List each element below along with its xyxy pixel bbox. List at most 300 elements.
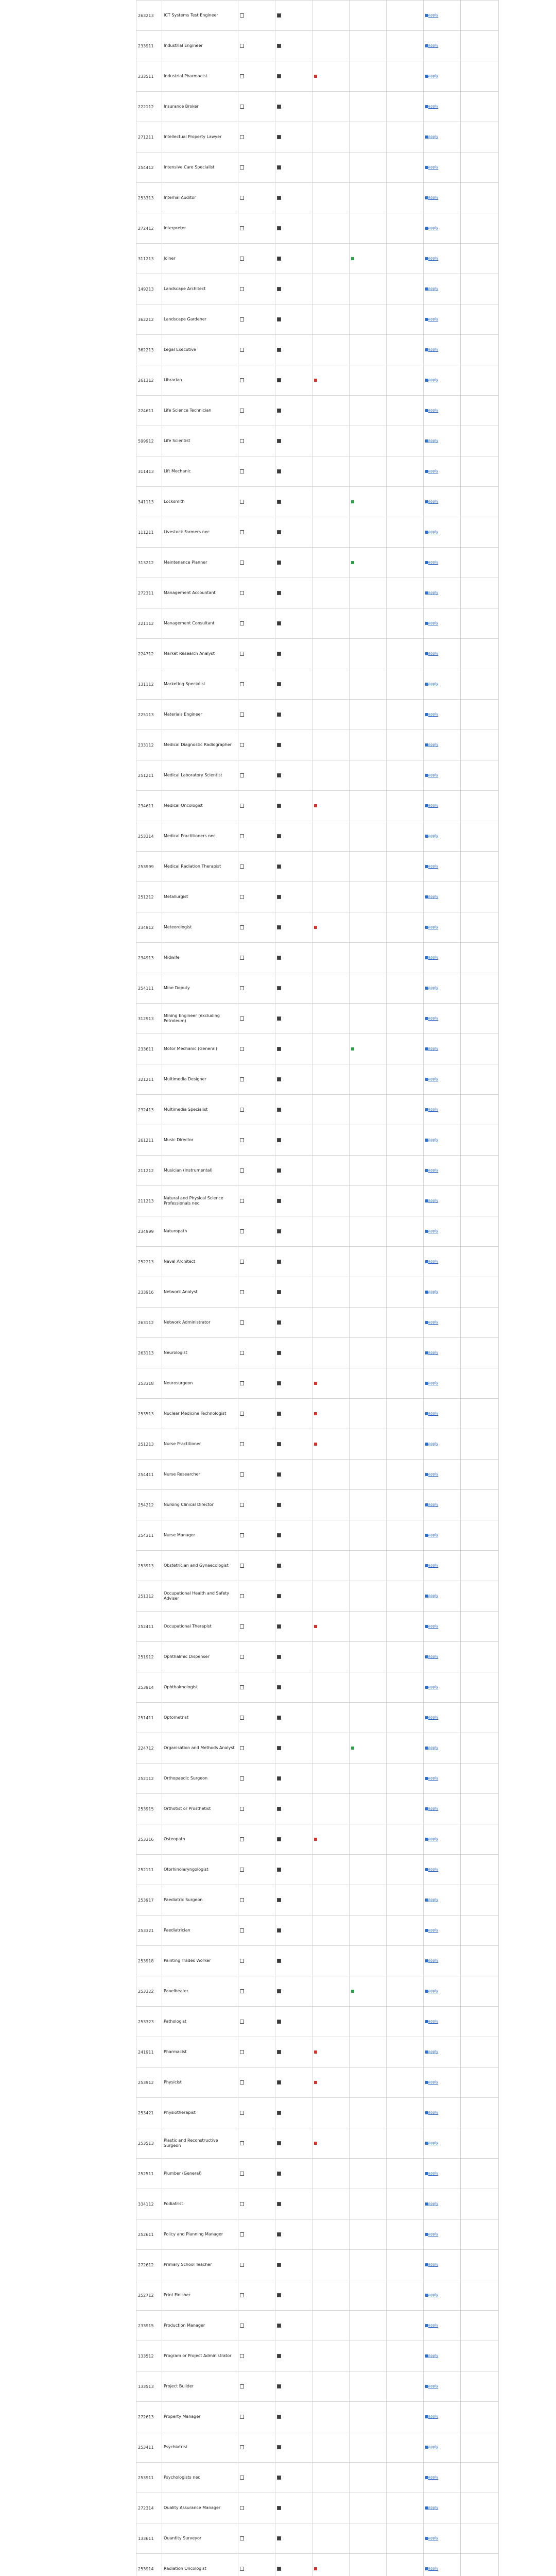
occupation-code: 224712 <box>136 1733 162 1764</box>
apply-link[interactable]: apply <box>428 1867 439 1872</box>
checkbox-icon[interactable] <box>240 561 244 565</box>
apply-link[interactable]: apply <box>428 1077 439 1081</box>
list-cell-4 <box>350 2007 387 2037</box>
checkbox-icon[interactable] <box>240 1138 244 1142</box>
checkbox-icon[interactable] <box>277 135 281 139</box>
apply-link[interactable]: apply <box>428 195 439 200</box>
checkbox-icon[interactable] <box>240 652 244 656</box>
checkbox-icon[interactable] <box>240 2141 244 2145</box>
checkbox-icon[interactable] <box>240 1837 244 1841</box>
checkbox-icon[interactable] <box>240 1381 244 1385</box>
checkbox-icon[interactable] <box>240 743 244 747</box>
apply-link[interactable]: apply <box>428 1897 439 1902</box>
checkbox-icon[interactable] <box>277 1837 281 1841</box>
checkbox-icon[interactable] <box>277 895 281 899</box>
table-row <box>136 2219 499 2250</box>
apply-link[interactable]: apply <box>428 1533 439 1537</box>
apply-link[interactable]: apply <box>428 2323 439 2328</box>
table-row <box>136 1916 499 1946</box>
checkbox-icon[interactable] <box>240 1016 244 1021</box>
checkbox-icon[interactable] <box>277 834 281 838</box>
checkbox-icon[interactable] <box>240 74 244 78</box>
checkbox-icon[interactable] <box>277 1351 281 1355</box>
checkbox-icon[interactable] <box>277 2263 281 2267</box>
apply-link[interactable]: apply <box>428 74 439 78</box>
list-cell-5 <box>387 548 424 578</box>
checkbox-icon[interactable] <box>240 2415 244 2419</box>
list-cell-6 <box>424 92 461 122</box>
checkbox-icon[interactable] <box>240 1898 244 1902</box>
checkbox-icon[interactable] <box>240 2567 244 2571</box>
checkbox-icon[interactable] <box>277 1868 281 1872</box>
apply-link[interactable]: apply <box>428 2201 439 2206</box>
checkbox-icon[interactable] <box>277 105 281 109</box>
checkbox-icon[interactable] <box>240 2445 244 2449</box>
checkbox-icon[interactable] <box>240 1807 244 1811</box>
checkbox-icon[interactable] <box>240 1685 244 1689</box>
checkbox-icon[interactable] <box>277 44 281 48</box>
checkbox-icon[interactable] <box>277 1320 281 1325</box>
checkbox-icon[interactable] <box>277 1594 281 1598</box>
checkbox-icon[interactable] <box>277 2202 281 2206</box>
checkbox-icon[interactable] <box>277 1168 281 1173</box>
checkbox-icon[interactable] <box>240 1716 244 1720</box>
list-cell-2 <box>275 2280 312 2311</box>
checkbox-icon[interactable] <box>240 2384 244 2388</box>
apply-link[interactable]: apply <box>428 803 439 808</box>
apply-link[interactable]: apply <box>428 651 439 656</box>
checkbox-icon[interactable] <box>240 1989 244 1993</box>
checkbox-icon[interactable] <box>240 1108 244 1112</box>
list-cell-4 <box>350 1976 387 2007</box>
table-row <box>136 2493 499 2523</box>
checkbox-icon[interactable] <box>277 1898 281 1902</box>
apply-link[interactable]: apply <box>428 1320 439 1325</box>
checkbox-icon[interactable] <box>277 13 281 18</box>
occupation-code: 271211 <box>136 122 162 152</box>
apply-link[interactable]: apply <box>428 226 439 230</box>
checkbox-icon[interactable] <box>277 530 281 534</box>
checkbox-icon[interactable] <box>240 956 244 960</box>
occupation-title: Psychologists nec <box>162 2463 238 2493</box>
checkbox-icon[interactable] <box>277 1047 281 1051</box>
checkbox-icon[interactable] <box>240 2172 244 2176</box>
checkbox-icon[interactable] <box>277 2080 281 2084</box>
apply-link[interactable]: apply <box>428 1624 439 1629</box>
apply-link[interactable]: apply <box>428 1958 439 1963</box>
checkbox-icon[interactable] <box>277 2324 281 2328</box>
apply-link[interactable]: apply <box>428 165 439 170</box>
checkbox-icon[interactable] <box>277 2050 281 2054</box>
apply-link[interactable]: apply <box>428 1502 439 1507</box>
apply-link[interactable]: apply <box>428 2080 439 2084</box>
checkbox-icon[interactable] <box>277 1077 281 1081</box>
apply-link[interactable]: apply <box>428 1989 439 1993</box>
checkbox-icon[interactable] <box>277 652 281 656</box>
checkbox-icon[interactable] <box>240 925 244 929</box>
checkbox-icon[interactable] <box>240 1746 244 1750</box>
checkbox-icon[interactable] <box>240 1412 244 1416</box>
apply-link[interactable]: apply <box>428 2505 439 2510</box>
apply-link[interactable]: apply <box>428 2475 439 2480</box>
list-cell-1 <box>238 1946 275 1976</box>
checkbox-icon[interactable] <box>240 773 244 777</box>
apply-link[interactable]: apply <box>428 1229 439 1233</box>
apply-link[interactable]: apply <box>428 682 439 686</box>
checkbox-icon[interactable] <box>240 500 244 504</box>
apply-link[interactable]: apply <box>428 894 439 899</box>
checkbox-icon[interactable] <box>277 1290 281 1294</box>
checkbox-icon[interactable] <box>277 621 281 625</box>
list-cell-4 <box>350 791 387 821</box>
checkbox-icon[interactable] <box>277 2111 281 2115</box>
apply-link[interactable]: apply <box>428 1107 439 1112</box>
apply-link[interactable]: apply <box>428 1837 439 1841</box>
checkbox-icon[interactable] <box>277 1716 281 1720</box>
checkbox-icon[interactable] <box>277 561 281 565</box>
checkbox-icon[interactable] <box>240 621 244 625</box>
list-cell-3 <box>312 2432 350 2463</box>
checkbox-icon[interactable] <box>240 2111 244 2115</box>
apply-link[interactable]: apply <box>428 408 439 413</box>
checkbox-icon[interactable] <box>277 196 281 200</box>
apply-link[interactable]: apply <box>428 2141 439 2145</box>
checkbox-icon[interactable] <box>240 1260 244 1264</box>
list-cell-3 <box>312 61 350 92</box>
list-cell-3 <box>312 244 350 274</box>
checkbox-icon[interactable] <box>240 865 244 869</box>
checkbox-icon[interactable] <box>277 682 281 686</box>
checkbox-icon[interactable] <box>240 530 244 534</box>
checkbox-icon[interactable] <box>240 105 244 109</box>
checkbox-icon[interactable] <box>240 713 244 717</box>
apply-link[interactable]: apply <box>428 1411 439 1416</box>
checkbox-icon[interactable] <box>277 1807 281 1811</box>
checkbox-icon[interactable] <box>277 2172 281 2176</box>
checkbox-icon[interactable] <box>277 2476 281 2480</box>
checkbox-icon[interactable] <box>277 257 281 261</box>
checkbox-icon[interactable] <box>277 804 281 808</box>
checkbox-icon[interactable] <box>240 682 244 686</box>
apply-link[interactable]: apply <box>428 438 439 443</box>
list-cell-2 <box>275 183 312 213</box>
row-end-cell <box>461 669 499 700</box>
checkbox-icon[interactable] <box>240 2324 244 2328</box>
list-cell-2 <box>275 578 312 608</box>
checkbox-icon[interactable] <box>277 378 281 382</box>
apply-link[interactable]: apply <box>428 1472 439 1477</box>
apply-link[interactable]: apply <box>428 1350 439 1355</box>
apply-link[interactable]: apply <box>428 256 439 261</box>
checkbox-icon[interactable] <box>277 317 281 321</box>
checkbox-icon[interactable] <box>277 2232 281 2236</box>
checkbox-icon[interactable] <box>240 1594 244 1598</box>
checkbox-icon[interactable] <box>277 1959 281 1963</box>
occupation-title: Property Manager <box>162 2402 238 2432</box>
checkbox-icon[interactable] <box>240 2020 244 2024</box>
apply-link[interactable]: apply <box>428 1928 439 1933</box>
checkbox-icon[interactable] <box>277 773 281 777</box>
apply-link[interactable]: apply <box>428 864 439 869</box>
apply-link[interactable]: apply <box>428 2293 439 2297</box>
checkbox-icon[interactable] <box>240 1928 244 1933</box>
apply-link[interactable]: apply <box>428 43 439 48</box>
checkbox-icon[interactable] <box>240 1077 244 1081</box>
checkbox-icon[interactable] <box>240 317 244 321</box>
checkbox-icon[interactable] <box>240 1351 244 1355</box>
apply-link[interactable]: apply <box>428 1290 439 1294</box>
checkbox-icon[interactable] <box>277 986 281 990</box>
checkbox-icon[interactable] <box>240 1472 244 1477</box>
checkbox-icon[interactable] <box>277 713 281 717</box>
checkbox-icon[interactable] <box>240 196 244 200</box>
occupation-code: 253421 <box>136 2098 162 2128</box>
checkbox-icon[interactable] <box>240 804 244 808</box>
apply-link[interactable]: apply <box>428 469 439 473</box>
apply-link[interactable]: apply <box>428 2384 439 2388</box>
checkbox-icon[interactable] <box>240 1199 244 1203</box>
checkbox-icon[interactable] <box>277 1989 281 1993</box>
checkbox-icon[interactable] <box>277 865 281 869</box>
checkbox-icon[interactable] <box>277 1381 281 1385</box>
checkbox-icon[interactable] <box>240 13 244 18</box>
apply-link[interactable]: apply <box>428 742 439 747</box>
checkbox-icon[interactable] <box>277 1442 281 1446</box>
list-cell-4 <box>350 1764 387 1794</box>
checkbox-icon[interactable] <box>240 1168 244 1173</box>
list-cell-3 <box>312 1216 350 1247</box>
list-cell-2 <box>275 760 312 791</box>
apply-link[interactable]: apply <box>428 2049 439 2054</box>
checkbox-icon[interactable] <box>277 409 281 413</box>
row-end-cell <box>461 912 499 943</box>
checkbox-icon[interactable] <box>277 1472 281 1477</box>
table-row <box>136 1004 499 1034</box>
checkbox-icon[interactable] <box>240 2536 244 2540</box>
checkbox-icon[interactable] <box>240 409 244 413</box>
checkbox-icon[interactable] <box>277 1564 281 1568</box>
checkbox-icon[interactable] <box>277 500 281 504</box>
list-cell-6 <box>424 1946 461 1976</box>
checkbox-icon[interactable] <box>277 743 281 747</box>
list-cell-4 <box>350 1855 387 1885</box>
checkbox-icon[interactable] <box>240 2354 244 2358</box>
apply-link[interactable]: apply <box>428 347 439 352</box>
checkbox-icon[interactable] <box>240 1868 244 1872</box>
apply-link[interactable]: apply <box>428 317 439 321</box>
apply-link[interactable]: apply <box>428 1198 439 1203</box>
checkbox-icon[interactable] <box>240 1320 244 1325</box>
list-cell-5 <box>387 1855 424 1885</box>
apply-link[interactable]: apply <box>428 1138 439 1142</box>
occupation-title: Obstetrician and Gynaecologist <box>162 1551 238 1581</box>
apply-link[interactable]: apply <box>428 378 439 382</box>
occupation-rows <box>136 1 499 2576</box>
apply-link[interactable]: apply <box>428 1563 439 1568</box>
checkbox-icon[interactable] <box>240 1776 244 1781</box>
checkbox-icon[interactable] <box>240 2293 244 2297</box>
apply-link[interactable]: apply <box>428 104 439 109</box>
list-cell-5 <box>387 2311 424 2341</box>
checkbox-icon[interactable] <box>240 2202 244 2206</box>
list-cell-3 <box>312 1034 350 1064</box>
checkbox-icon[interactable] <box>240 1047 244 1051</box>
apply-link[interactable]: apply <box>428 2414 439 2419</box>
checkbox-icon[interactable] <box>277 1533 281 1537</box>
apply-link[interactable]: apply <box>428 1016 439 1021</box>
checkbox-icon[interactable] <box>240 895 244 899</box>
list-cell-4 <box>350 912 387 943</box>
checkbox-icon[interactable] <box>277 226 281 230</box>
checkbox-icon[interactable] <box>277 1928 281 1933</box>
apply-link[interactable]: apply <box>428 2019 439 2024</box>
checkbox-icon[interactable] <box>240 1503 244 1507</box>
apply-link[interactable]: apply <box>428 1594 439 1598</box>
checkbox-icon[interactable] <box>240 1290 244 1294</box>
checkbox-icon[interactable] <box>240 2263 244 2267</box>
apply-link[interactable]: apply <box>428 955 439 960</box>
checkbox-icon[interactable] <box>240 591 244 595</box>
occupation-title: Midwife <box>162 943 238 973</box>
checkbox-icon[interactable] <box>277 1776 281 1781</box>
checkbox-icon[interactable] <box>277 1108 281 1112</box>
apply-link[interactable]: apply <box>428 2566 439 2571</box>
apply-link[interactable]: apply <box>428 499 439 504</box>
checkbox-icon[interactable] <box>240 226 244 230</box>
list-cell-1 <box>238 1520 275 1551</box>
apply-link[interactable]: apply <box>428 1654 439 1659</box>
checkbox-icon[interactable] <box>277 2445 281 2449</box>
checkbox-icon[interactable] <box>240 1442 244 1446</box>
list-cell-1 <box>238 2067 275 2098</box>
list-cell-1 <box>238 396 275 426</box>
apply-link[interactable]: apply <box>428 1715 439 1720</box>
apply-link[interactable]: apply <box>428 134 439 139</box>
checkbox-icon[interactable] <box>277 2415 281 2419</box>
checkbox-icon[interactable] <box>277 1138 281 1142</box>
checkbox-icon[interactable] <box>240 1229 244 1233</box>
apply-link[interactable]: apply <box>428 530 439 534</box>
checkbox-icon[interactable] <box>277 1016 281 1021</box>
checkbox-icon[interactable] <box>277 74 281 78</box>
checkbox-icon[interactable] <box>277 1655 281 1659</box>
checkbox-icon[interactable] <box>277 2141 281 2145</box>
list-cell-6 <box>424 2280 461 2311</box>
checkbox-icon[interactable] <box>240 2232 244 2236</box>
list-cell-6 <box>424 1125 461 1156</box>
apply-link[interactable]: apply <box>428 834 439 838</box>
apply-link[interactable]: apply <box>428 590 439 595</box>
apply-link[interactable]: apply <box>428 1806 439 1811</box>
checkbox-icon[interactable] <box>240 348 244 352</box>
checkbox-icon[interactable] <box>277 2354 281 2358</box>
checkbox-icon[interactable] <box>240 2476 244 2480</box>
checkbox-icon[interactable] <box>240 1624 244 1629</box>
checkbox-icon[interactable] <box>277 469 281 473</box>
apply-link[interactable]: apply <box>428 1685 439 1689</box>
apply-link[interactable]: apply <box>428 1168 439 1173</box>
apply-link[interactable]: apply <box>428 286 439 291</box>
checkbox-icon[interactable] <box>240 257 244 261</box>
checkbox-icon[interactable] <box>240 469 244 473</box>
apply-link[interactable]: apply <box>428 13 439 18</box>
apply-link[interactable]: apply <box>428 2353 439 2358</box>
list-cell-6 <box>424 1885 461 1916</box>
occupation-code: 133611 <box>136 2523 162 2554</box>
apply-link[interactable]: apply <box>428 986 439 990</box>
checkbox-icon[interactable] <box>277 591 281 595</box>
apply-link[interactable]: apply <box>428 2232 439 2236</box>
checkbox-icon[interactable] <box>240 1533 244 1537</box>
checkbox-icon[interactable] <box>240 1655 244 1659</box>
checkbox-icon[interactable] <box>277 2536 281 2540</box>
list-cell-4 <box>350 882 387 912</box>
checkbox-icon[interactable] <box>240 439 244 443</box>
checkbox-icon[interactable] <box>277 287 281 291</box>
checkbox-icon[interactable] <box>240 986 244 990</box>
checkbox-icon[interactable] <box>240 165 244 170</box>
checkbox-icon[interactable] <box>277 1260 281 1264</box>
apply-link[interactable]: apply <box>428 2171 439 2176</box>
apply-link[interactable]: apply <box>428 2536 439 2540</box>
apply-link[interactable]: apply <box>428 621 439 625</box>
checkbox-icon[interactable] <box>277 439 281 443</box>
apply-link[interactable]: apply <box>428 1381 439 1385</box>
checkbox-icon[interactable] <box>240 44 244 48</box>
checkbox-icon[interactable] <box>277 2506 281 2510</box>
apply-link[interactable]: apply <box>428 1442 439 1446</box>
checkbox-icon[interactable] <box>277 1685 281 1689</box>
checkbox-icon[interactable] <box>240 378 244 382</box>
checkbox-icon[interactable] <box>277 1199 281 1203</box>
checkbox-icon[interactable] <box>277 348 281 352</box>
apply-link[interactable]: apply <box>428 2262 439 2267</box>
apply-link[interactable]: apply <box>428 925 439 929</box>
checkbox-icon[interactable] <box>240 287 244 291</box>
checkbox-icon[interactable] <box>277 2384 281 2388</box>
apply-link[interactable]: apply <box>428 1776 439 1781</box>
apply-link[interactable]: apply <box>428 1046 439 1051</box>
checkbox-icon[interactable] <box>240 2080 244 2084</box>
checkbox-icon[interactable] <box>240 2506 244 2510</box>
apply-link[interactable]: apply <box>428 773 439 777</box>
apply-link[interactable]: apply <box>428 1259 439 1264</box>
checkbox-icon[interactable] <box>277 1624 281 1629</box>
checkbox-icon[interactable] <box>277 2567 281 2571</box>
checkbox-icon[interactable] <box>277 956 281 960</box>
apply-link[interactable]: apply <box>428 2445 439 2449</box>
apply-link[interactable]: apply <box>428 2110 439 2115</box>
checkbox-icon[interactable] <box>277 1229 281 1233</box>
apply-link[interactable]: apply <box>428 712 439 717</box>
list-cell-3 <box>312 2463 350 2493</box>
checkbox-icon[interactable] <box>277 2293 281 2297</box>
list-cell-5 <box>387 1520 424 1551</box>
checkbox-icon[interactable] <box>240 2050 244 2054</box>
apply-link[interactable]: apply <box>428 1745 439 1750</box>
checkbox-icon[interactable] <box>277 1412 281 1416</box>
checkbox-icon[interactable] <box>240 1959 244 1963</box>
checkbox-icon[interactable] <box>240 1564 244 1568</box>
checkbox-icon[interactable] <box>277 1503 281 1507</box>
checkbox-icon[interactable] <box>277 2020 281 2024</box>
checkbox-icon[interactable] <box>277 1746 281 1750</box>
checkbox-icon[interactable] <box>240 834 244 838</box>
checkbox-icon[interactable] <box>240 135 244 139</box>
apply-link[interactable]: apply <box>428 560 439 565</box>
checkbox-icon[interactable] <box>277 165 281 170</box>
checkbox-icon[interactable] <box>277 925 281 929</box>
